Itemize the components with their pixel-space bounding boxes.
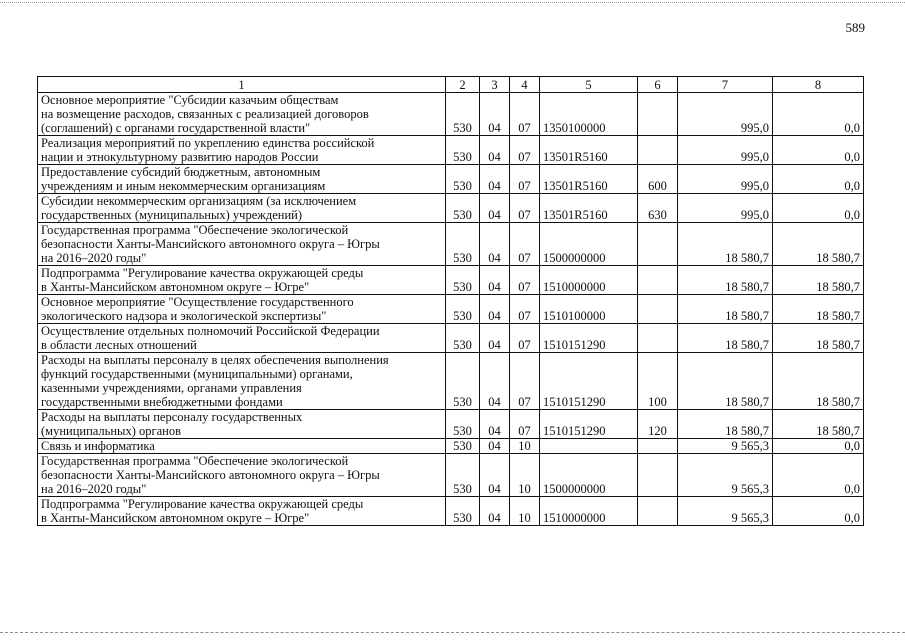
amount-cell: 18 580,7: [773, 223, 864, 266]
expense-type-cell: [638, 223, 678, 266]
target-article-cell: 1510000000: [540, 266, 638, 295]
budget-table: [37, 76, 864, 526]
expense-name-cell: [38, 439, 446, 454]
col-header-6: 6: [638, 77, 678, 93]
section-code-cell: 04: [480, 165, 510, 194]
table-row: [38, 324, 864, 353]
section-code-cell: 04: [480, 454, 510, 497]
col-header-3: 3: [480, 77, 510, 93]
section-code-cell: 04: [480, 93, 510, 136]
expense-name-line: Основное мероприятие "Субсидии казачьим обществам: [41, 93, 339, 107]
amount-cell: 18 580,7: [773, 353, 864, 410]
expense-type-cell: [638, 439, 678, 454]
ministry-code-cell: 530: [446, 410, 480, 439]
subsection-code-cell: 10: [510, 497, 540, 526]
expense-name-line: (муниципальных) органов: [41, 424, 182, 438]
expense-type-cell: 630: [638, 194, 678, 223]
amount-cell: 18 580,7: [678, 266, 773, 295]
expense-name-cell: [38, 136, 446, 165]
amount-cell: 0,0: [773, 194, 864, 223]
table-row: [38, 266, 864, 295]
expense-type-cell: [638, 497, 678, 526]
expense-name-line: экологического надзора и экологической экспертизы": [41, 309, 327, 323]
target-article-cell: 1510100000: [540, 295, 638, 324]
expense-name-line: на 2016–2020 годы": [41, 251, 147, 265]
expense-name-cell: [38, 266, 446, 295]
subsection-code-cell: 07: [510, 410, 540, 439]
section-code-cell: 04: [480, 223, 510, 266]
amount-cell: 9 565,3: [678, 497, 773, 526]
amount-cell: 0,0: [773, 439, 864, 454]
expense-name-line: Расходы на выплаты персоналу в целях обеспечения выполнения: [41, 353, 389, 367]
subsection-code-cell: 07: [510, 266, 540, 295]
section-code-cell: 04: [480, 194, 510, 223]
expense-name-line: учреждениям и иным некоммерческим организациям: [41, 179, 326, 193]
expense-name-line: безопасности Ханты-Мансийского автономного округа – Югры: [41, 237, 380, 251]
target-article-cell: 1350100000: [540, 93, 638, 136]
expense-name-cell: [38, 194, 446, 223]
expense-name-line: на возмещение расходов, связанных с реализацией договоров: [41, 107, 369, 121]
target-article-cell: 1510151290: [540, 353, 638, 410]
table-row: [38, 93, 864, 136]
subsection-code-cell: 07: [510, 165, 540, 194]
table-row: [38, 136, 864, 165]
ministry-code-cell: 530: [446, 353, 480, 410]
expense-name-cell: [38, 353, 446, 410]
amount-cell: 0,0: [773, 165, 864, 194]
amount-cell: 0,0: [773, 497, 864, 526]
table-row: [38, 497, 864, 526]
section-code-cell: 04: [480, 497, 510, 526]
table-row: [38, 410, 864, 439]
expense-type-cell: [638, 93, 678, 136]
target-article-cell: 13501R5160: [540, 194, 638, 223]
expense-name-line: Связь и информатика: [41, 439, 155, 453]
expense-name-line: в Ханты-Мансийском автономном округе – Югре": [41, 280, 310, 294]
amount-cell: 18 580,7: [773, 410, 864, 439]
expense-name-line: безопасности Ханты-Мансийского автономного округа – Югры: [41, 468, 380, 482]
expense-name-cell: [38, 165, 446, 194]
col-header-2: 2: [446, 77, 480, 93]
expense-type-cell: 120: [638, 410, 678, 439]
amount-cell: 9 565,3: [678, 454, 773, 497]
subsection-code-cell: 07: [510, 93, 540, 136]
expense-name-line: функций государственными (муниципальными) органами,: [41, 367, 353, 381]
expense-name-line: Субсидии некоммерческим организациям (за исключением: [41, 194, 357, 208]
amount-cell: 9 565,3: [678, 439, 773, 454]
subsection-code-cell: 07: [510, 136, 540, 165]
section-code-cell: 04: [480, 410, 510, 439]
amount-cell: 995,0: [678, 136, 773, 165]
table-row: [38, 165, 864, 194]
amount-cell: 18 580,7: [678, 295, 773, 324]
subsection-code-cell: 10: [510, 439, 540, 454]
table-row: [38, 454, 864, 497]
subsection-code-cell: 07: [510, 353, 540, 410]
subsection-code-cell: 07: [510, 324, 540, 353]
col-header-1: 1: [38, 77, 446, 93]
subsection-code-cell: 07: [510, 295, 540, 324]
target-article-cell: 13501R5160: [540, 136, 638, 165]
amount-cell: 995,0: [678, 194, 773, 223]
expense-name-line: Реализация мероприятий по укреплению единства российской: [41, 136, 375, 150]
expense-name-line: в Ханты-Мансийском автономном округе – Югре": [41, 511, 310, 525]
section-code-cell: 04: [480, 266, 510, 295]
col-header-5: 5: [540, 77, 638, 93]
expense-name-line: Предоставление субсидий бюджетным, автономным: [41, 165, 321, 179]
section-code-cell: 04: [480, 353, 510, 410]
subsection-code-cell: 10: [510, 454, 540, 497]
target-article-cell: 1500000000: [540, 454, 638, 497]
amount-cell: 0,0: [773, 93, 864, 136]
ministry-code-cell: 530: [446, 136, 480, 165]
expense-name-cell: [38, 497, 446, 526]
ministry-code-cell: 530: [446, 497, 480, 526]
expense-name-cell: [38, 223, 446, 266]
expense-type-cell: [638, 324, 678, 353]
ministry-code-cell: 530: [446, 266, 480, 295]
expense-name-line: Подпрограмма "Регулирование качества окружающей среды: [41, 497, 364, 511]
scan-edge-top: [0, 2, 905, 4]
amount-cell: 18 580,7: [678, 324, 773, 353]
col-header-8: 8: [773, 77, 864, 93]
target-article-cell: [540, 439, 638, 454]
expense-name-line: на 2016–2020 годы": [41, 482, 147, 496]
expense-name-line: Основное мероприятие "Осуществление государственного: [41, 295, 354, 309]
subsection-code-cell: 07: [510, 194, 540, 223]
amount-cell: 0,0: [773, 454, 864, 497]
ministry-code-cell: 530: [446, 439, 480, 454]
expense-name-line: государственных (муниципальных) учреждений): [41, 208, 303, 222]
table-row: [38, 194, 864, 223]
ministry-code-cell: 530: [446, 93, 480, 136]
expense-name-line: Осуществление отдельных полномочий Российской Федерации: [41, 324, 380, 338]
col-header-4: 4: [510, 77, 540, 93]
expense-name-line: Расходы на выплаты персоналу государственных: [41, 410, 303, 424]
expense-type-cell: [638, 136, 678, 165]
section-code-cell: 04: [480, 439, 510, 454]
scan-edge-bottom: [0, 632, 905, 634]
expense-type-cell: [638, 295, 678, 324]
target-article-cell: 13501R5160: [540, 165, 638, 194]
amount-cell: 18 580,7: [678, 353, 773, 410]
expense-type-cell: 100: [638, 353, 678, 410]
amount-cell: 995,0: [678, 93, 773, 136]
expense-name-cell: [38, 454, 446, 497]
expense-name-line: Государственная программа "Обеспечение экологической: [41, 454, 349, 468]
amount-cell: 18 580,7: [678, 223, 773, 266]
amount-cell: 18 580,7: [773, 324, 864, 353]
section-code-cell: 04: [480, 324, 510, 353]
expense-type-cell: [638, 266, 678, 295]
expense-name-cell: [38, 410, 446, 439]
target-article-cell: 1510000000: [540, 497, 638, 526]
section-code-cell: 04: [480, 136, 510, 165]
amount-cell: 0,0: [773, 136, 864, 165]
expense-name-cell: [38, 295, 446, 324]
expense-type-cell: [638, 454, 678, 497]
expense-name-line: Государственная программа "Обеспечение экологической: [41, 223, 349, 237]
expense-name-line: Подпрограмма "Регулирование качества окружающей среды: [41, 266, 364, 280]
ministry-code-cell: 530: [446, 223, 480, 266]
table-row: [38, 223, 864, 266]
expense-name-line: в области лесных отношений: [41, 338, 197, 352]
target-article-cell: 1510151290: [540, 410, 638, 439]
expense-name-cell: [38, 93, 446, 136]
amount-cell: 18 580,7: [773, 295, 864, 324]
expense-name-line: (соглашений) с органами государственной власти": [41, 121, 311, 135]
table-row: [38, 353, 864, 410]
target-article-cell: 1500000000: [540, 223, 638, 266]
ministry-code-cell: 530: [446, 454, 480, 497]
ministry-code-cell: 530: [446, 324, 480, 353]
ministry-code-cell: 530: [446, 295, 480, 324]
table-row: [38, 295, 864, 324]
table-body: [38, 93, 864, 526]
expense-name-line: нации и этнокультурному развитию народов России: [41, 150, 319, 164]
target-article-cell: 1510151290: [540, 324, 638, 353]
page-number: 589: [845, 20, 865, 35]
ministry-code-cell: 530: [446, 165, 480, 194]
section-code-cell: 04: [480, 295, 510, 324]
amount-cell: 995,0: [678, 165, 773, 194]
col-header-7: 7: [678, 77, 773, 93]
ministry-code-cell: 530: [446, 194, 480, 223]
expense-name-line: государственными внебюджетными фондами: [41, 395, 283, 409]
table-header-row: [38, 77, 864, 93]
expense-name-cell: [38, 324, 446, 353]
amount-cell: 18 580,7: [773, 266, 864, 295]
table-row: [38, 439, 864, 454]
subsection-code-cell: 07: [510, 223, 540, 266]
amount-cell: 18 580,7: [678, 410, 773, 439]
expense-name-line: казенными учреждениями, органами управления: [41, 381, 302, 395]
expense-type-cell: 600: [638, 165, 678, 194]
